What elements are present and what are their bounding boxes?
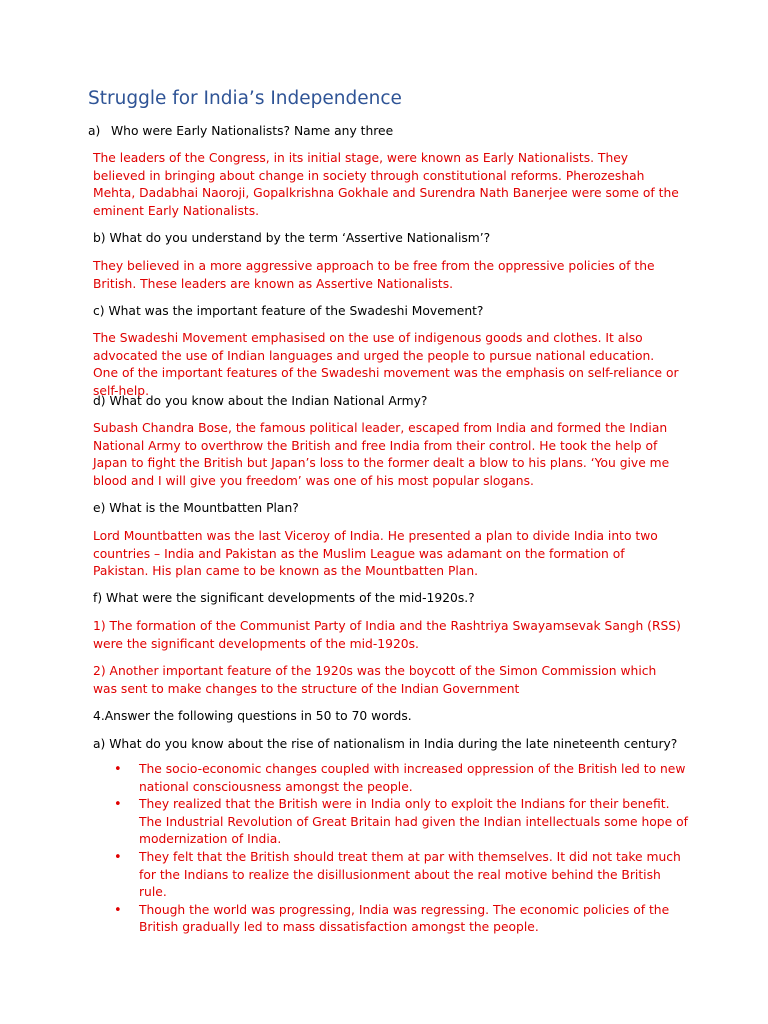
section-question-a: a) What do you know about the rise of nationalism in India during the late nineteenth century? <box>93 737 678 751</box>
list-item-text: The socio-economic changes coupled with increased oppression of the British led to new national consciousness amongst the people. <box>139 762 686 794</box>
bullet-icon: • <box>114 762 122 777</box>
answer-e: Lord Mountbatten was the last Viceroy of India. He presented a plan to divide India into two countries – India and Pakistan as the Muslim League was adamant on the formation of Pakistan. His plan came to be known as the Mountbatten Plan. <box>93 529 658 579</box>
answer-a: The leaders of the Congress, in its initial stage, were known as Early Nationalists. They believed in bringing about change in society through constitutional reforms. Pherozeshah Mehta, Dadabhai Naoroji, Gopalkrishna Gokhale and Surendra Nath Banerjee were some of the eminent Early Nationalists. <box>93 151 679 218</box>
list-item <box>110 761 690 796</box>
list-item <box>110 796 690 849</box>
list-item-text: They felt that the British should treat them at par with themselves. It did not take much for the Indians to realize the disillusionment about the real motive behind the British rule. <box>139 849 681 900</box>
bullet-icon: • <box>114 797 122 813</box>
answer-b: They believed in a more aggressive approach to be free from the oppressive policies of the British. These leaders are known as Assertive Nationalists. <box>93 259 655 291</box>
question-text: Who were Early Nationalists? Name any three <box>111 124 394 138</box>
bullet-icon: • <box>114 902 122 918</box>
answer-c: The Swadeshi Movement emphasised on the use of indigenous goods and clothes. It also advocated the use of Indian languages and urged the people to pursue national education. One of the important features of the Swadeshi movement was the emphasis on self-reliance or self-help. <box>93 331 679 398</box>
list-item-text: They realized that the British were in India only to exploit the Indians for their benefit. The Industrial Revolution of Great Britain had given the Indian intellectuals some hope of modernization of India. <box>139 797 688 847</box>
question-a <box>88 123 678 141</box>
bullet-list <box>110 761 690 937</box>
question-f: f) What were the significant developments of the mid-1920s.? <box>93 591 475 605</box>
question-d: d) What do you know about the Indian National Army? <box>93 394 428 408</box>
page-title: Struggle for India’s Independence <box>88 88 402 109</box>
section-heading: 4.Answer the following questions in 50 to 70 words. <box>93 709 412 723</box>
list-item <box>110 849 690 902</box>
answer-d: Subash Chandra Bose, the famous political leader, escaped from India and formed the Indian National Army to overthrow the British and free India from their control. He took the help of Japan to fight the British but Japan’s loss to the former dealt a blow to his plans. ‘You give me blood and I will give you freedom’ was one of his most popular slogans. <box>93 421 670 488</box>
answer-f-2: 2) Another important feature of the 1920s was the boycott of the Simon Commission which was sent to make changes to the structure of the Indian Government <box>93 664 657 696</box>
list-item <box>110 902 690 937</box>
question-e: e) What is the Mountbatten Plan? <box>93 501 299 515</box>
question-b: b) What do you understand by the term ‘Assertive Nationalism’? <box>93 231 491 245</box>
answer-f-1: 1) The formation of the Communist Party of India and the Rashtriya Swayamsevak Sangh (RSS) were the significant developments of the mid-1920s. <box>93 619 681 651</box>
list-item-text: Though the world was progressing, India was regressing. The economic policies of the British gradually led to mass dissatisfaction amongst the people. <box>139 902 670 935</box>
question-c: c) What was the important feature of the Swadeshi Movement? <box>93 304 484 318</box>
question-marker: a) <box>88 124 101 138</box>
bullet-icon: • <box>114 849 122 865</box>
